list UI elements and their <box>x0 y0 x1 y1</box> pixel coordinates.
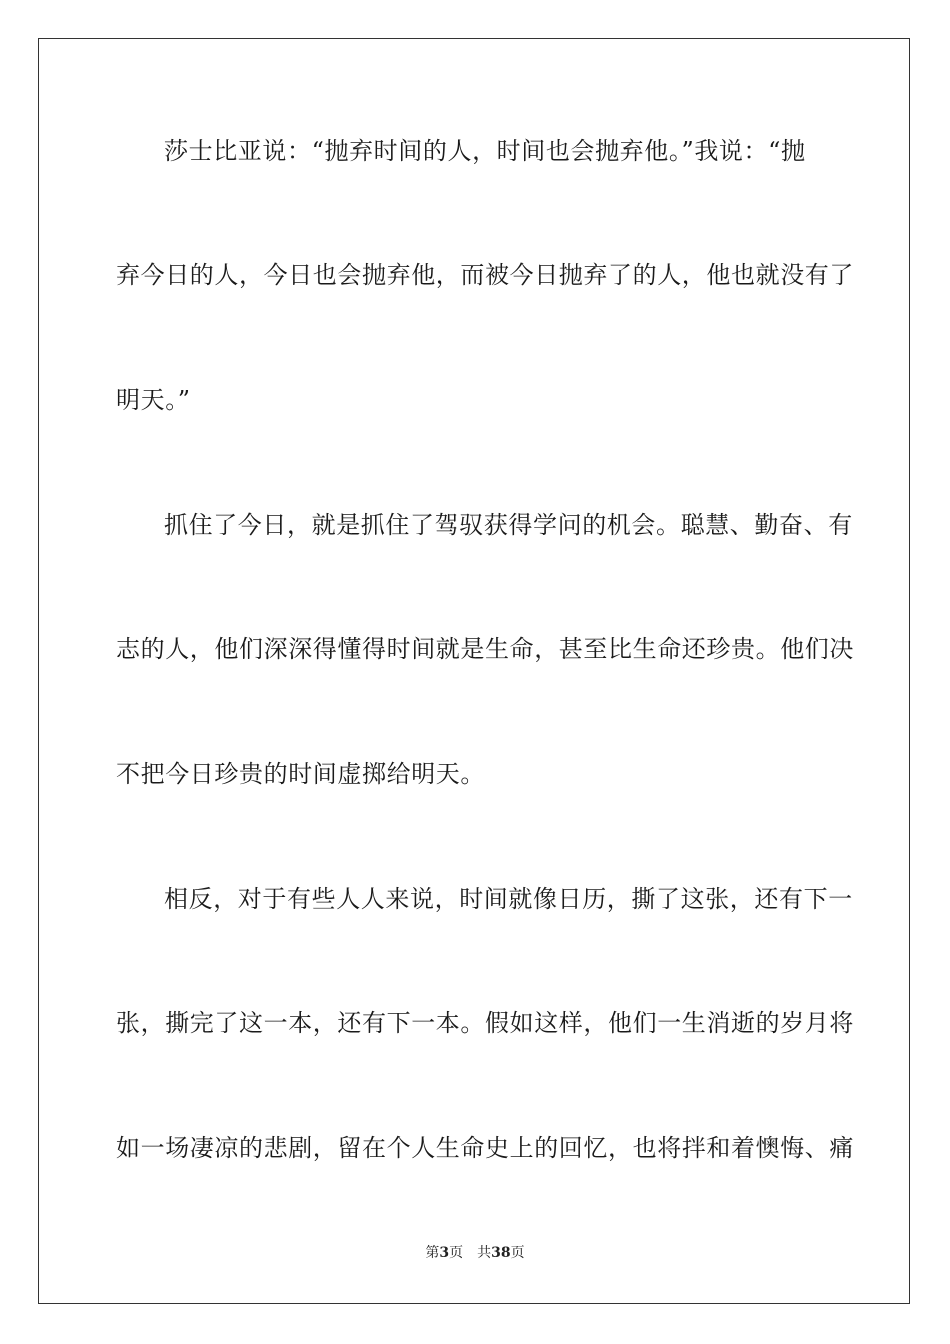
text-line-5: 志的人，他们深深得懂得时间就是生命，甚至比生命还珍贵。他们决 <box>116 635 854 663</box>
text-line-9: 如一场凄凉的悲剧，留在个人生命史上的回忆，也将拌和着懊悔、痛 <box>116 1134 854 1162</box>
page-suffix: 页 <box>449 1245 464 1261</box>
text-line-8: 张，撕完了这一本，还有下一本。假如这样，他们一生消逝的岁月将 <box>116 1009 854 1037</box>
text-line-3: 明天。” <box>116 386 191 414</box>
text-line-7: 相反，对于有些人人来说，时间就像日历，撕了这张，还有下一 <box>164 885 853 913</box>
text-line-1: 莎士比亚说：“抛弃时间的人，时间也会抛弃他。”我说：“抛 <box>164 137 806 165</box>
page-prefix: 第 <box>425 1245 440 1261</box>
text-line-6: 不把今日珍贵的时间虚掷给明天。 <box>116 760 485 788</box>
text-line-2: 弃今日的人，今日也会抛弃他，而被今日抛弃了的人，他也就没有了 <box>116 261 854 289</box>
total-suffix: 页 <box>510 1245 525 1261</box>
page-border <box>38 38 910 1304</box>
total-pages: 38 <box>491 1245 511 1261</box>
text-line-4: 抓住了今日，就是抓住了驾驭获得学问的机会。聪慧、勤奋、有 <box>164 511 853 539</box>
page-footer <box>0 1243 950 1263</box>
total-prefix: 共 <box>477 1245 492 1261</box>
page-number: 3 <box>439 1245 450 1261</box>
